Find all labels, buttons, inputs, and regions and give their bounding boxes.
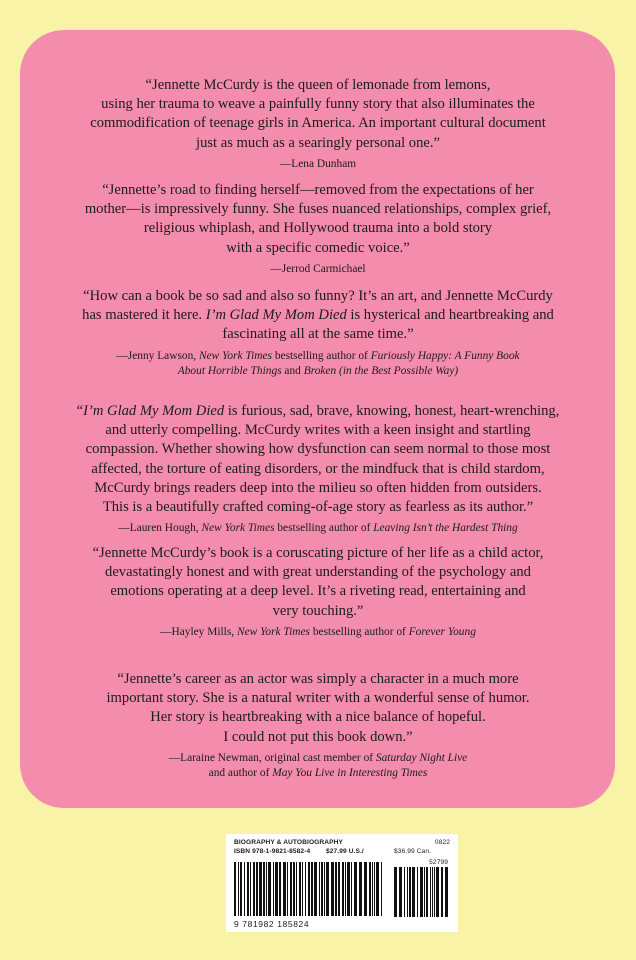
quote-line [42, 325, 594, 344]
barcode-bar [331, 862, 334, 916]
italic-title: Broken (in the Best Possible Way) [303, 364, 459, 377]
text-segment: bestselling author of [271, 349, 371, 362]
quote-line [42, 728, 594, 747]
text-segment: “Jennette McCurdy is the queen of lemonade from lemons, [145, 77, 491, 93]
blurb-text [42, 287, 594, 345]
text-segment: Her story is heartbreaking with a nice balance of hopeful. [150, 709, 486, 726]
attribution-line [42, 349, 594, 364]
barcode-bar [305, 862, 306, 916]
barcode-bar [275, 862, 278, 916]
attribution-line [42, 157, 594, 172]
barcode-bar [253, 862, 255, 916]
text-segment: important story. She is a natural writer with a wonderful sense of humor. [106, 690, 530, 707]
barcode-bar [302, 862, 303, 916]
text-segment: —Laraine Newman, original cast member of [168, 751, 376, 764]
quote-line [42, 708, 594, 727]
barcode-bar [347, 862, 350, 916]
barcode-bar [342, 862, 344, 916]
barcode-bar [369, 862, 371, 916]
barcode-bar [351, 862, 352, 916]
barcode-bar [354, 862, 357, 916]
barcode-bar [319, 862, 320, 916]
quote-line [42, 689, 594, 708]
italic-title: New York Times [201, 522, 275, 535]
barcode-bar [234, 862, 236, 916]
isbn: ISBN 978-1-9821-8582-4 [234, 848, 311, 855]
barcode-bar [338, 862, 340, 916]
quote-line [42, 181, 594, 200]
barcode-bar [238, 862, 239, 916]
quote-line [42, 421, 594, 440]
text-segment: “Jennette’s career as an actor was simply a character in a much more [117, 671, 519, 687]
barcode-bar [290, 862, 292, 916]
attribution-line [42, 751, 594, 766]
blurb-attribution [42, 521, 594, 536]
barcode-bar [399, 867, 402, 917]
text-segment: —Jenny Lawson, [116, 349, 199, 362]
category-code: 0822 [434, 839, 450, 846]
text-segment: bestselling author of [274, 522, 374, 535]
barcode-bar [314, 862, 317, 916]
quote-line [42, 402, 594, 421]
italic-title: May You Live in Interesting Times [272, 766, 428, 779]
blurb [42, 402, 594, 536]
barcode-bar [324, 862, 325, 916]
barcode-bar [407, 867, 408, 917]
italic-title: I’m Glad My Mom Died [205, 307, 347, 324]
text-segment: bestselling author of [310, 625, 409, 638]
blurb [42, 670, 594, 781]
blurb-attribution [42, 751, 594, 781]
text-segment: McCurdy brings readers deep into the milieu so often hidden from outsiders. [94, 479, 542, 496]
barcode-bar [240, 862, 242, 916]
barcode-bar [359, 862, 362, 916]
text-segment: very touching.” [272, 602, 364, 619]
barcode-bar [263, 862, 265, 916]
barcode-bar [299, 862, 301, 916]
addon-number: 52799 [429, 859, 448, 866]
quote-line [42, 287, 594, 306]
quote-line [42, 440, 594, 459]
quote-line [42, 544, 594, 563]
barcode-bar [394, 867, 397, 917]
barcode-bar [417, 867, 418, 917]
blurb-attribution [42, 262, 594, 277]
barcode-bar [412, 867, 415, 917]
barcode-bar [434, 867, 435, 917]
blurb-attribution [42, 157, 594, 172]
text-segment: “ [76, 403, 84, 419]
text-segment: just as much as a searingly personal one.” [196, 134, 440, 151]
barcode-bar [381, 862, 382, 916]
attribution-line [42, 766, 594, 781]
text-segment: compassion. Whether showing how dysfunction can seem normal to those most [85, 441, 551, 458]
blurb-text [42, 670, 594, 747]
text-segment: affected, the torture of eating disorders, or the mindfuck that is child stardom, [91, 460, 545, 477]
text-segment: —Hayley Mills, [160, 625, 237, 638]
quote-line [42, 306, 594, 325]
quote-line [42, 114, 594, 133]
barcode-bar [441, 867, 443, 917]
attribution-line [42, 364, 594, 379]
text-segment: I could not put this book down.” [223, 728, 413, 745]
text-segment: and [281, 364, 304, 377]
blurb [42, 76, 594, 172]
barcode-bar [404, 867, 405, 917]
quote-line [42, 76, 594, 95]
barcode-bar [374, 862, 375, 916]
barcode-bar [273, 862, 274, 916]
barcode-bar [409, 867, 411, 917]
barcode-number: 9 781982 185824 [234, 919, 310, 929]
quote-line [42, 460, 594, 479]
barcode-bar [259, 862, 262, 916]
text-segment: mother—is impressively funny. She fuses nuanced relationships, complex grief, [84, 201, 552, 218]
attribution-line [42, 262, 594, 277]
barcode-bar [268, 862, 271, 916]
blurb [42, 181, 594, 277]
text-segment: religious whiplash, and Hollywood trauma into a bold story [143, 220, 493, 237]
blurb [42, 544, 594, 640]
barcode-bar [432, 867, 433, 917]
barcode-bar [372, 862, 373, 916]
attribution-line [42, 521, 594, 536]
italic-title: New York Times [198, 349, 272, 362]
barcode-bar [426, 867, 428, 917]
barcode-bar [430, 867, 431, 917]
text-segment: with a specific comedic voice.” [226, 239, 410, 256]
blurb [42, 287, 594, 379]
text-segment: This is a beautifully crafted coming-of-age story as fearless as its author.” [102, 499, 534, 516]
blurb-text [42, 402, 594, 517]
text-segment: commodification of teenage girls in America. An important cultural document [90, 115, 546, 132]
barcode-bar [266, 862, 267, 916]
barcode-bar [364, 862, 367, 916]
quote-line [42, 602, 594, 621]
italic-title: Furiously Happy: A Funny Book [370, 349, 520, 362]
price-us: $27.99 U.S./ [326, 848, 364, 855]
barcode-bar [424, 867, 425, 917]
text-segment: devastatingly honest and with great understanding of the psychology and [105, 564, 531, 581]
text-segment: is furious, sad, brave, knowing, honest, heart-wrenching, [224, 403, 560, 419]
text-segment: and author of [208, 766, 273, 779]
barcode-bar [247, 862, 249, 916]
barcode-bar [287, 862, 288, 916]
quote-line [42, 498, 594, 517]
barcode-bar [293, 862, 295, 916]
quote-line [42, 582, 594, 601]
italic-title: I’m Glad My Mom Died [83, 403, 225, 419]
italic-title: Forever Young [408, 625, 476, 638]
quote-line [42, 134, 594, 153]
barcode-bar [326, 862, 329, 916]
barcode-bar [244, 862, 245, 916]
blurb-text [42, 181, 594, 258]
text-segment: —Jerrod Carmichael [270, 262, 366, 275]
blurb-attribution [42, 625, 594, 640]
text-segment: “Jennette McCurdy’s book is a coruscating picture of her life as a child actor, [92, 545, 544, 561]
barcode-bar [283, 862, 286, 916]
price-can: $36.99 Can. [394, 848, 432, 855]
barcode-bar [296, 862, 297, 916]
barcode-bar [311, 862, 313, 916]
category-label: BIOGRAPHY & AUTOBIOGRAPHY [234, 839, 343, 846]
barcode-bar [376, 862, 379, 916]
barcode-addon-bars [394, 867, 448, 917]
quote-line [42, 670, 594, 689]
text-segment: using her trauma to weave a painfully funny story that also illuminates the [101, 96, 535, 113]
text-segment: and utterly compelling. McCurdy writes with a keen insight and startling [105, 422, 531, 439]
blurb-text [42, 544, 594, 621]
text-segment: is hysterical and heartbreaking and [346, 307, 554, 324]
italic-title: About Horrible Things [177, 364, 282, 377]
barcode-bar [420, 867, 423, 917]
barcode-bar [279, 862, 281, 916]
quote-line [42, 239, 594, 258]
text-segment: —Lauren Hough, [118, 522, 202, 535]
text-segment: fascinating all at the same time.” [222, 326, 414, 343]
barcode-bar [335, 862, 337, 916]
quote-line [42, 219, 594, 238]
quote-line [42, 479, 594, 498]
barcode-bars [234, 862, 384, 916]
italic-title: Leaving Isn’t the Hardest Thing [373, 522, 518, 535]
barcode-bar [345, 862, 346, 916]
text-segment: —Lena Dunham [279, 157, 357, 170]
text-segment: “How can a book be so sad and also so funny? It’s an art, and Jennette McCurdy [83, 288, 553, 304]
text-segment: “Jennette’s road to finding herself—removed from the expectations of her [102, 182, 534, 198]
text-segment: emotions operating at a deep level. It’s a riveting read, entertaining and [110, 583, 526, 600]
attribution-line [42, 625, 594, 640]
blurb-text [42, 76, 594, 153]
barcode-bar [445, 867, 448, 917]
barcode-bar [308, 862, 310, 916]
barcode-bar [436, 867, 439, 917]
barcode-block [226, 834, 458, 932]
quote-line [42, 95, 594, 114]
barcode-bar [321, 862, 323, 916]
blurb-attribution [42, 349, 594, 379]
italic-title: New York Times [236, 625, 310, 638]
italic-title: Saturday Night Live [375, 751, 468, 764]
text-segment: has mastered it here. [82, 307, 206, 324]
quote-line [42, 200, 594, 219]
barcode-bar [256, 862, 258, 916]
barcode-bar [250, 862, 251, 916]
quote-line [42, 563, 594, 582]
